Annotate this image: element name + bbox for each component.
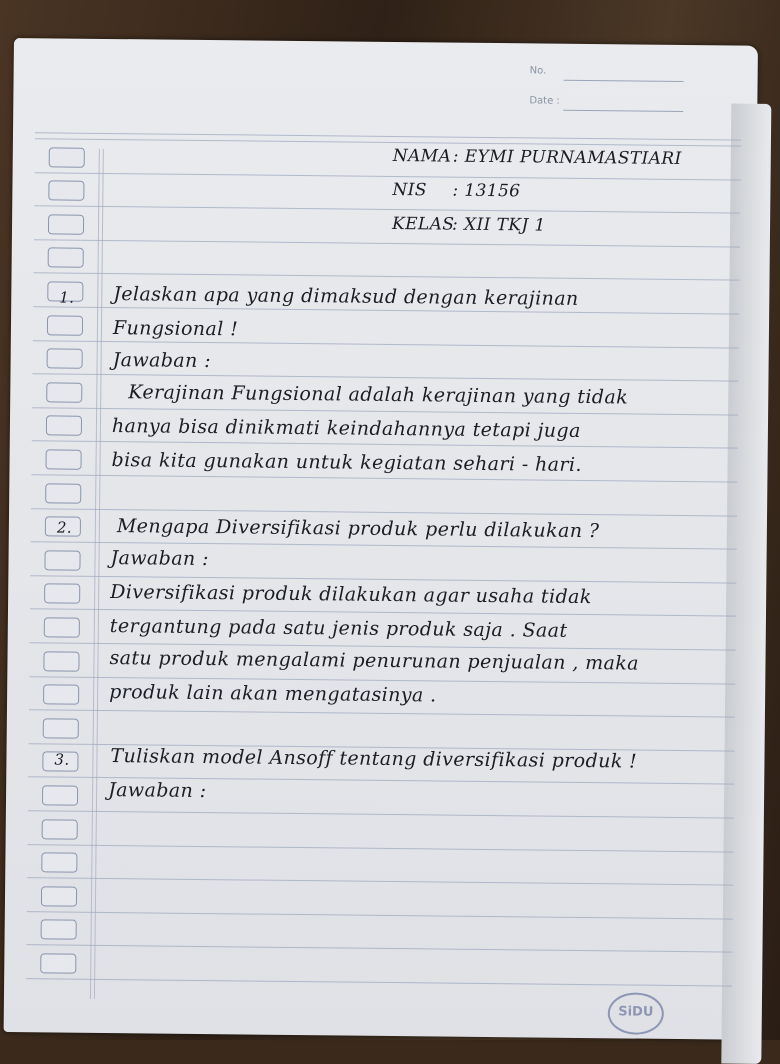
ruled-line — [28, 844, 734, 852]
ruled-line — [34, 205, 740, 213]
margin-checkbox — [41, 886, 77, 906]
nama-value: : EYMI PURNAMASTIARI — [452, 146, 682, 169]
margin-checkbox — [45, 449, 81, 469]
question-2-line-1: Mengapa Diversifikasi produk perlu dilakukan ? — [116, 515, 600, 543]
ruled-line — [26, 978, 732, 986]
question-1-number: 1. — [59, 288, 75, 307]
margin-checkbox — [43, 684, 79, 704]
margin-checkbox — [44, 583, 80, 603]
margin-checkbox — [48, 214, 84, 234]
margin-checkbox — [48, 247, 84, 267]
answer-1-line-1: Kerajinan Fungsional adalah kerajinan yang tidak — [128, 381, 629, 409]
margin-checkbox — [43, 718, 79, 738]
margin-checkbox — [49, 147, 85, 167]
question-3-number: 3. — [54, 750, 70, 769]
margin-checkbox — [42, 785, 78, 805]
ruled-line — [35, 172, 741, 180]
date-label: Date : — [529, 95, 560, 107]
margin-checkbox — [43, 651, 79, 671]
notebook-page — [4, 38, 758, 1040]
answer-2-line-4: produk lain akan mengatasinya . — [109, 681, 437, 707]
margin-checkbox — [40, 953, 76, 973]
question-2-answer-label: Jawaban : — [110, 547, 209, 571]
margin-checkbox — [41, 852, 77, 872]
ruled-line — [28, 810, 734, 818]
margin-checkbox — [46, 382, 82, 402]
ruled-line — [33, 340, 739, 348]
margin-checkbox — [41, 919, 77, 939]
question-1-line-1: Jelaskan apa yang dimaksud dengan kerajinan — [113, 283, 579, 310]
ruled-line — [34, 272, 740, 280]
nis-label: NIS — [392, 179, 427, 201]
answer-1-line-3: bisa kita gunakan untuk kegiatan sehari - hari. — [111, 449, 582, 476]
margin-checkbox — [48, 180, 84, 200]
ruled-line — [27, 877, 733, 885]
ruled-line — [31, 474, 737, 482]
answer-2-line-1: Diversifikasi produk dilakukan agar usaha tidak — [110, 581, 592, 609]
nis-value: : 13156 — [452, 180, 521, 202]
nama-label: NAMA — [392, 145, 452, 167]
answer-1-line-2: hanya bisa dinikmati keindahannya tetapi juga — [111, 415, 581, 442]
question-3-answer-label: Jawaban : — [108, 779, 207, 803]
question-1-line-2: Fungsional ! — [112, 317, 239, 341]
ruled-line — [27, 911, 733, 919]
answer-2-line-3: satu produk mengalami penurunan penjualan , maka — [109, 647, 640, 675]
margin-checkbox — [42, 819, 78, 839]
ruled-line — [32, 440, 738, 448]
margin-checkbox — [47, 348, 83, 368]
sidu-logo: SiDU — [608, 992, 664, 1035]
margin-checkbox — [47, 315, 83, 335]
answer-2-line-2: tergantung pada satu jenis produk saja . Saat — [109, 615, 568, 642]
ruled-line — [27, 944, 733, 952]
question-2-number: 2. — [56, 518, 73, 537]
margin-checkbox — [46, 415, 82, 435]
margin-checkbox — [45, 483, 81, 503]
no-line — [564, 80, 684, 82]
kelas-value: : XII TKJ 1 — [451, 214, 546, 236]
question-3-line-1: Tuliskan model Ansoff tentang diversifikasi produk ! — [110, 745, 638, 773]
question-1-answer-label: Jawaban : — [112, 349, 212, 373]
no-label: No. — [529, 65, 547, 77]
kelas-label: KELAS — [391, 213, 455, 235]
date-line — [563, 110, 683, 112]
margin-checkbox — [44, 617, 80, 637]
margin-line-right — [94, 149, 104, 999]
ruled-line — [29, 709, 735, 717]
margin-checkbox — [44, 550, 80, 570]
ruled-line — [34, 239, 740, 247]
